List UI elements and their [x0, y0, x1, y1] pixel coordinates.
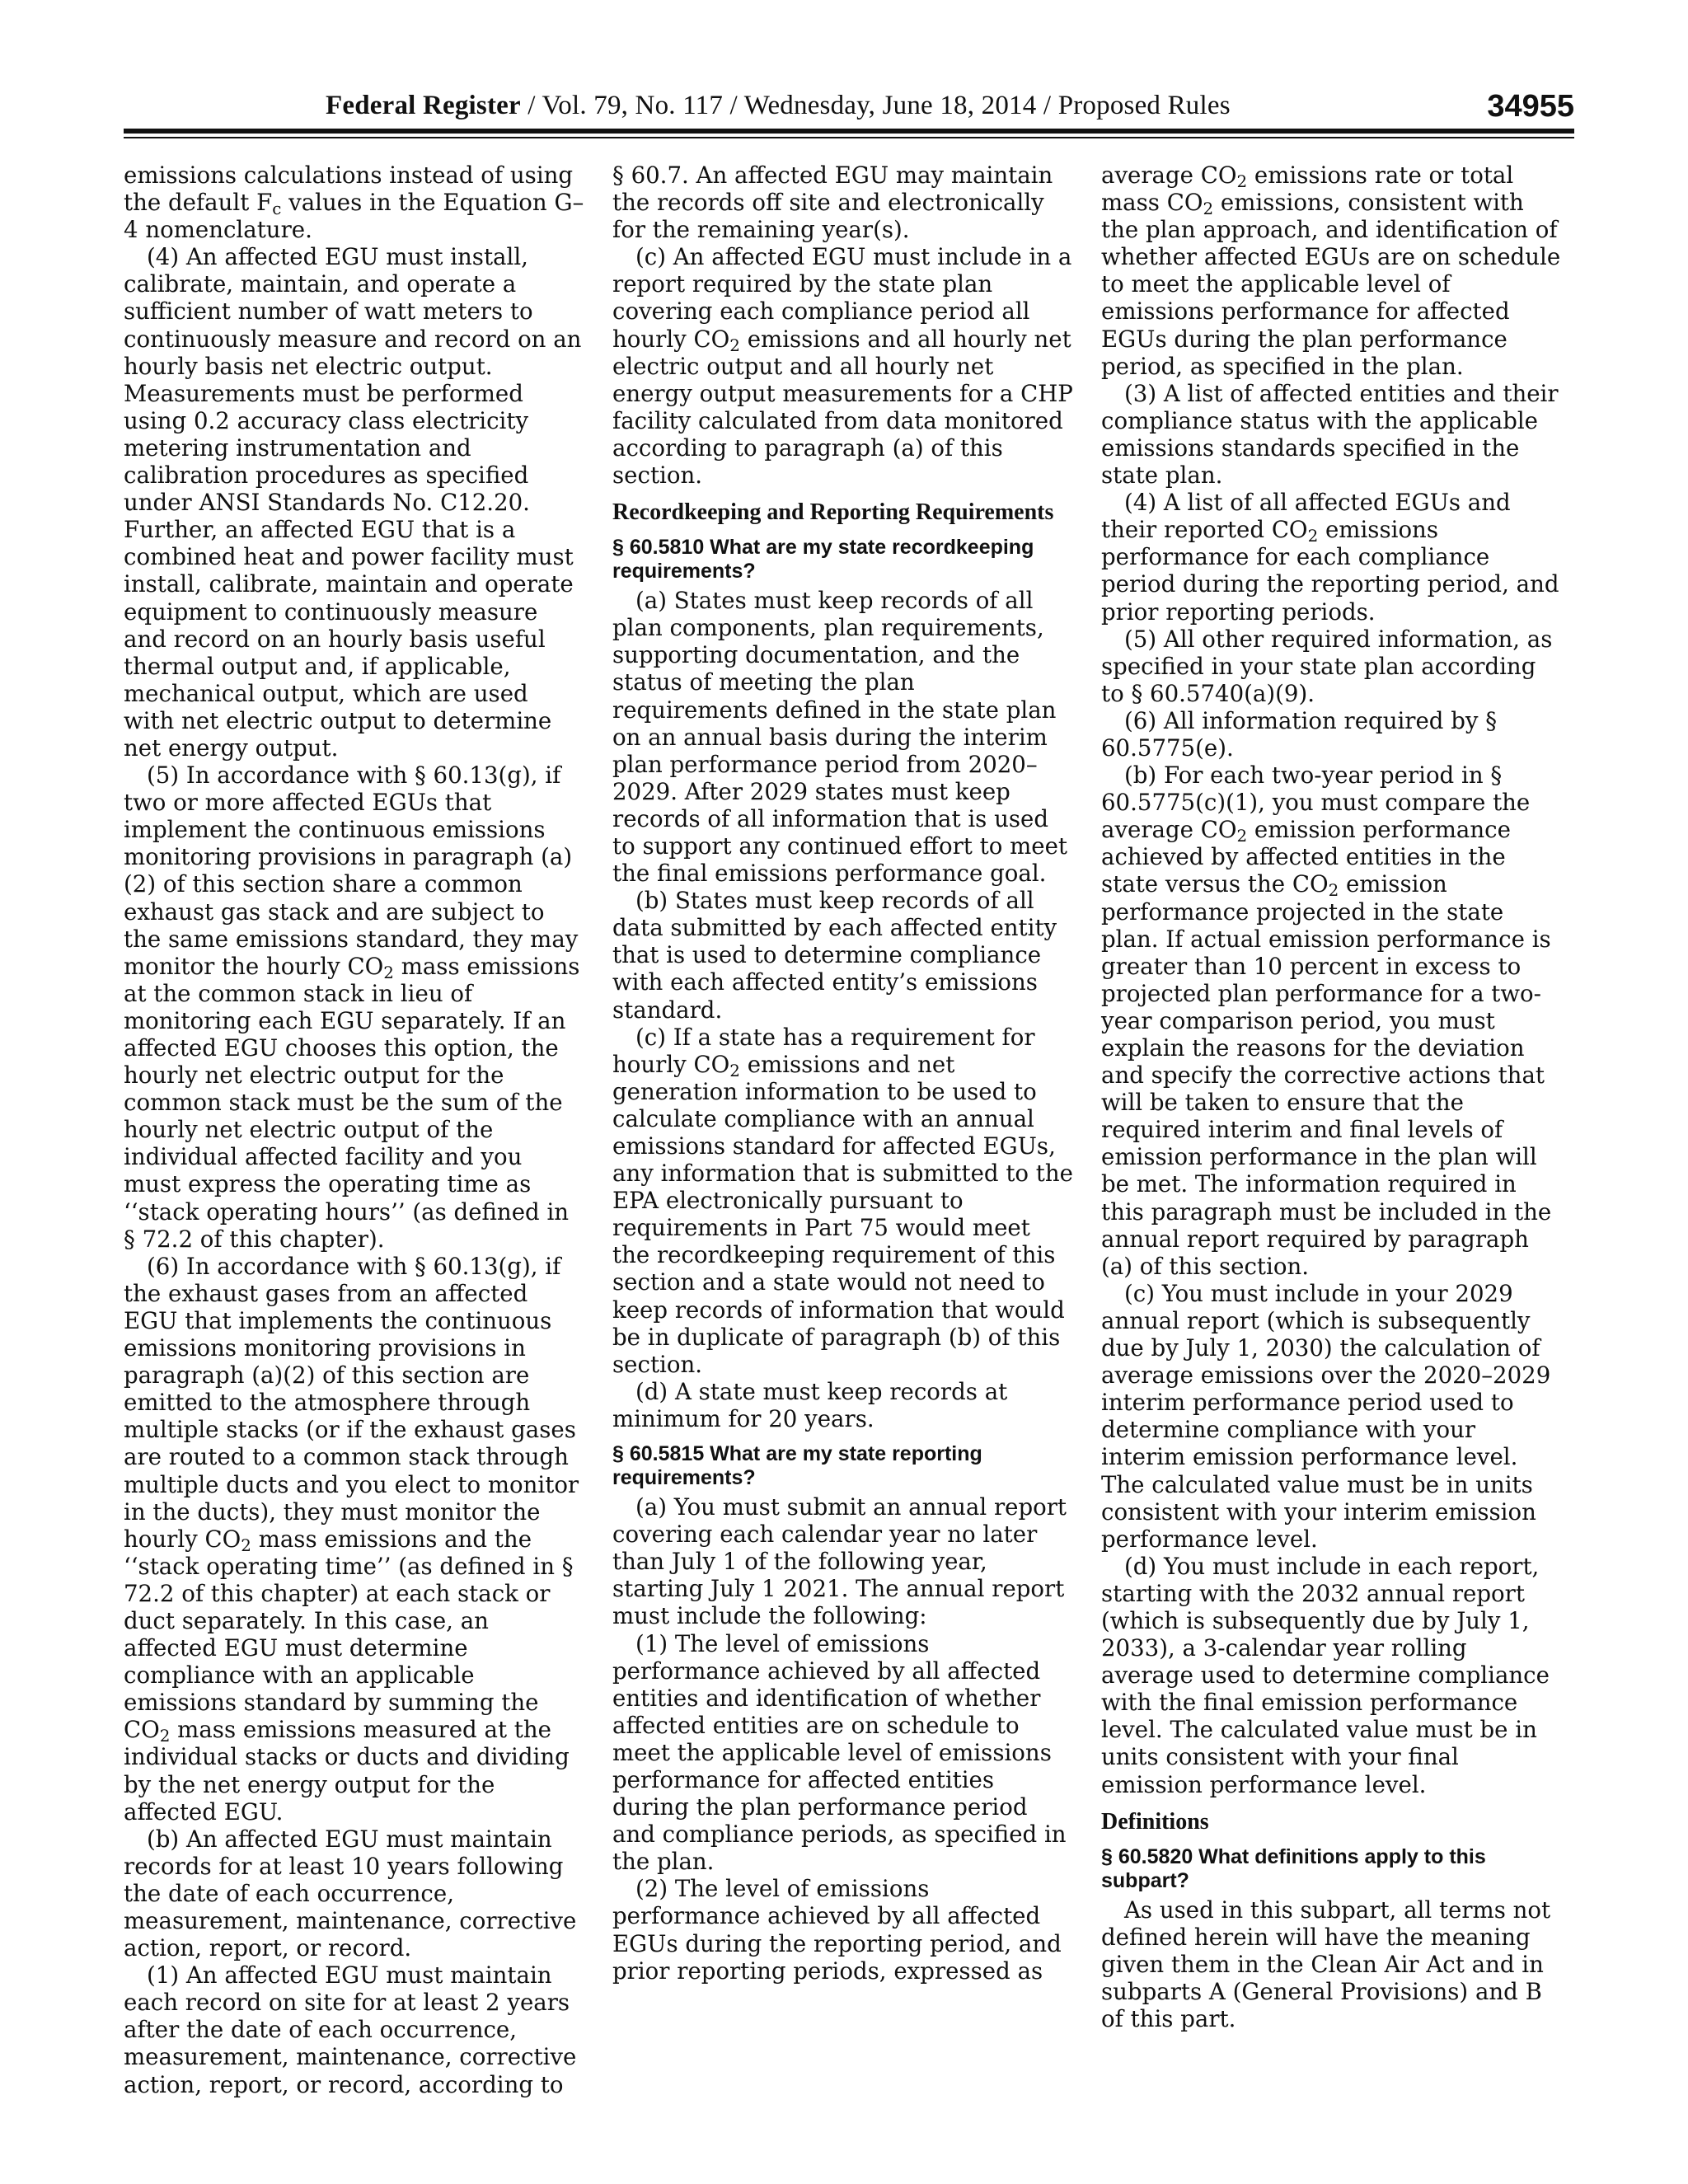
body-paragraph: (3) A list of affected entities and their compliance status with the applicable emissions standards specified in the state plan. [1101, 379, 1559, 490]
body-paragraph: (b) For each two-year period in § 60.5775(c)(1), you must compare the average $CO_2$ emission performance achieved by affected entities in the state versus the $CO_2$ emission performance projected in the state plan. If actual emission performance is greater than 10 percent in excess to projected plan performance for a two-year comparison period, you must explain the reasons for the deviation and specify the corrective actions that will be taken to ensure that the required interim and final levels of emission performance in the plan will be met. The information required in this paragraph must be included in the annual report required by paragraph (a) of this section. [1101, 762, 1552, 1280]
body-paragraph: (2) The level of emissions performance achieved by all affected EGUs during the reporting period, and prior reporting periods, expressed as [612, 1875, 1062, 1985]
text-column-1 [124, 162, 585, 2098]
body-paragraph: (c) If a state has a requirement for hourly $CO_2$ emissions and net generation information to be used to calculate compliance with an annual emissions standard for affected EGUs, any information that is submitted to the EPA electronically pursuant to requirements in Part 75 would meet the recordkeeping requirement of this section and a state would not need to keep records of information that would be in duplicate of paragraph (b) of this section. [612, 1023, 1074, 1378]
journal-name: Federal Register [326, 91, 521, 120]
body-paragraph: average $CO_2$ emissions rate or total mass $CO_2$ emissions, consistent with the plan approach, and identification of whether affected EGUs are on schedule to meet the applicable level of emissions performance for affected EGUs during the plan performance period, as specified in the plan. [1101, 162, 1561, 380]
issue-info: / Vol. 79, No. 117 / Wednesday, June 18, 2014 / Proposed Rules [520, 91, 1231, 120]
body-paragraph: emissions calculations instead of using the default $F_c$ values in the Equation G–4 nomenclature. [124, 162, 584, 244]
body-paragraph: (b) States must keep records of all data submitted by each affected entity that is used to determine compliance with each affected entity’s emissions standard. [612, 887, 1057, 1024]
section-heading: Definitions [1101, 1808, 1209, 1835]
section-title: § 60.5810 What are my state recordkeeping requirements? [612, 536, 1034, 583]
section-title: § 60.5820 What definitions apply to this subpart? [1101, 1844, 1486, 1892]
body-paragraph: (1) The level of emissions performance achieved by all affected entities and identification of whether affected entities are on schedule to meet the applicable level of emissions performance for affected entities during the plan performance period and compliance periods, as specified in the plan. [612, 1629, 1067, 1876]
body-paragraph: (6) All information required by § 60.5775(e). [1101, 706, 1498, 762]
body-paragraph: (6) In accordance with § 60.13(g), if the exhaust gases from an affected EGU that implements the continuous emissions monitoring provisions in paragraph (a)(2) of this section are emitted to the atmosphere through multiple stacks (or if the exhaust gases are routed to a common stack through multiple ducts and you elect to monitor in the ducts), they must monitor the hourly $CO_2$ mass emissions and the ‘‘stack operating time’’ (as defined in § 72.2 of this chapter) at each stack or duct separately. In this case, an affected EGU must determine compliance with an applicable emissions standard by summing the $CO_2$ mass emissions measured at the individual stacks or ducts and dividing by the net energy output for the affected EGU. [124, 1252, 579, 1825]
text-column-2 [612, 162, 1074, 1985]
body-paragraph: (1) An affected EGU must maintain each record on site for at least 2 years after the date of each occurrence, measurement, maintenance, corrective action, report, or record, according to [124, 1961, 577, 2098]
running-head [326, 91, 1231, 121]
body-paragraph: (5) In accordance with § 60.13(g), if two or more affected EGUs that implement the continuous emissions monitoring provisions in paragraph (a)(2) of this section share a common exhaust gas stack and are subject to the same emissions standard, they may monitor the hourly $CO_2$ mass emissions at the common stack in lieu of monitoring each EGU separately. If an affected EGU chooses this option, the hourly net electric output for the common stack must be the sum of the hourly net electric output of the individual affected facility and you must express the operating time as ‘‘stack operating hours’’ (as defined in § 72.2 of this chapter). [124, 762, 580, 1253]
body-paragraph: (c) You must include in your 2029 annual report (which is subsequently due by July 1, 2030) the calculation of average emissions over the 2020–2029 interim performance period used to determine compliance with your interim emission performance level. The calculated value must be in units consistent with your interim emission performance level. [1101, 1279, 1551, 1553]
body-paragraph: (d) A state must keep records at minimum for 20 years. [612, 1377, 1008, 1432]
body-paragraph: (4) An affected EGU must install, calibrate, maintain, and operate a sufficient number of watt meters to continuously measure and record on an hourly basis net electric output. Measurements must be performed using 0.2 accuracy class electricity metering instrumentation and calibration procedures as specified under ANSI Standards No. C12.20. Further, an affected EGU that is a combined heat and power facility must install, calibrate, maintain and operate equipment to continuously measure and record on an hourly basis useful thermal output and, if applicable, mechanical output, which are used with net electric output to determine net energy output. [124, 243, 582, 762]
page-header [124, 86, 1574, 129]
body-paragraph: (d) You must include in each report, starting with the 2032 annual report (which is subsequently due by July 1, 2033), a 3-calendar year rolling average used to determine compliance with the final emission performance level. The calculated value must be in units consistent with your final emission performance level. [1101, 1552, 1550, 1798]
body-paragraph: As used in this subpart, all terms not defined herein will have the meaning given them in the Clean Air Act and in subparts A (General Provisions) and B of this part. [1101, 1896, 1551, 2032]
header-rule-thin [124, 137, 1574, 138]
header-rule-thick [124, 129, 1574, 134]
section-title: § 60.5815 What are my state reporting requirements? [612, 1442, 982, 1490]
body-paragraph: (a) States must keep records of all plan components, plan requirements, supporting documentation, and the status of meeting the plan requirements defined in the state plan on an annual basis during the interim plan performance period from 2020–2029. After 2029 states must keep records of all information that is used to support any continued effort to meet the final emissions performance goal. [612, 587, 1068, 888]
body-paragraph: (4) A list of all affected EGUs and their reported $CO_2$ emissions performance for each compliance period during the reporting period, and prior reporting periods. [1101, 489, 1559, 626]
body-paragraph: (b) An affected EGU must maintain records for at least 10 years following the date of each occurrence, measurement, maintenance, corrective action, report, or record. [124, 1825, 577, 1962]
body-paragraph: (5) All other required information, as specified in your state plan according to § 60.5740(a)(9). [1101, 625, 1553, 707]
body-paragraph: § 60.7. An affected EGU may maintain the records off site and electronically for the remaining year(s). [612, 162, 1053, 244]
section-heading: Recordkeeping and Reporting Requirements [612, 499, 1054, 526]
body-paragraph: (a) You must submit an annual report covering each calendar year no later than July 1 of the following year, starting July 1 2021. The annual report must include the following: [612, 1493, 1067, 1630]
page-number: 34955 [1487, 89, 1574, 124]
text-column-3 [1101, 162, 1563, 2032]
body-paragraph: (c) An affected EGU must include in a report required by the state plan covering each compliance period all hourly $CO_2$ emissions and all hourly net electric output and all hourly net energy output measurements for a CHP facility calculated from data monitored according to paragraph (a) of this section. [612, 243, 1073, 490]
